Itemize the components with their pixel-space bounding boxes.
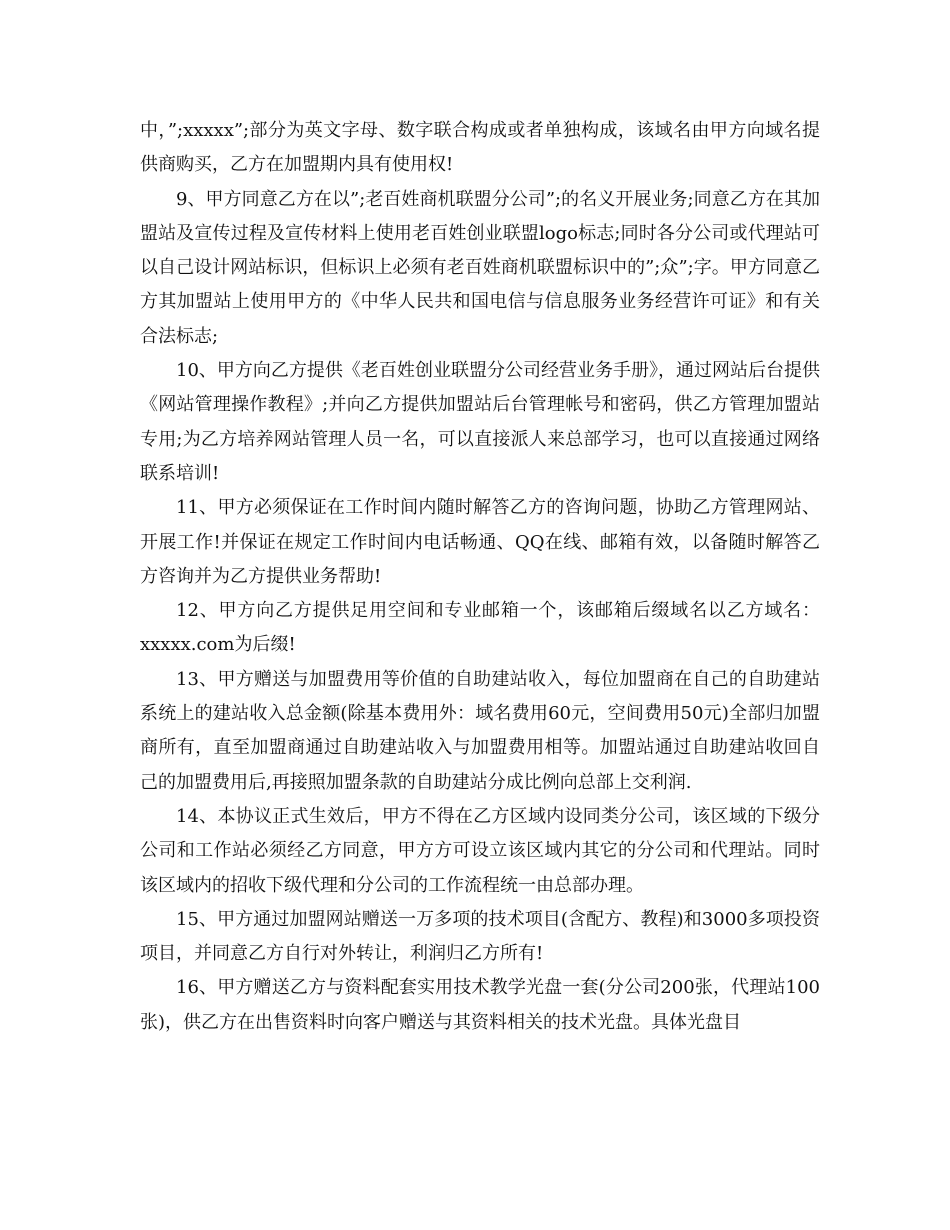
clause-13: 13、甲方赠送与加盟费用等价值的自助建站收入，每位加盟商在自己的自助建站系统上的建站收入总金额(除基本费用外：域名费用60元，空间费用50元)全部归加盟商所有，直至加盟商通过自助建站收入与加盟费用相等。加盟站通过自助建站收回自己的加盟费用后,再接照加盟条款的自助建站分成比例向总部上交利润. <box>140 668 820 793</box>
clause-10: 10、甲方向乙方提供《老百姓创业联盟分公司经营业务手册》，通过网站后台提供《网站管理操作教程》;并向乙方提供加盟站后台管理帐号和密码，供乙方管理加盟站专用;为乙方培养网站管理人员一名，可以直接派人来总部学习，也可以直接通过网络联系培训! <box>140 360 820 484</box>
clause-12: 12、甲方向乙方提供足用空间和专业邮箱一个，该邮箱后缀域名以乙方域名：xxxxx.com为后缀! <box>140 600 820 656</box>
clause-11: 11、甲方必须保证在工作时间内随时解答乙方的咨询问题，协助乙方管理网站、开展工作!并保证在规定工作时间内电话畅通、QQ在线、邮箱有效，以备随时解答乙方咨询并为乙方提供业务帮助! <box>140 497 820 587</box>
paragraph-continuation: 中，”;xxxxx”;部分为英文字母、数字联合构成或者单独构成，该域名由甲方向域名提供商购买，乙方在加盟期内具有使用权! <box>140 120 820 176</box>
clause-9: 9、甲方同意乙方在以”;老百姓商机联盟分公司”;的名义开展业务;同意乙方在其加盟站及宣传过程及宣传材料上使用老百姓创业联盟logo标志;同时各分公司或代理站可以自己设计网站标识，但标识上必须有老百姓商机联盟标识中的”;众”;字。甲方同意乙方其加盟站上使用甲方的《中华人民共和国电信与信息服务业务经营许可证》和有关合法标志; <box>140 188 820 347</box>
document-body <box>140 114 820 1040</box>
clause-15: 15、甲方通过加盟网站赠送一万多项的技术项目(含配方、教程)和3000多项投资项目，并同意乙方自行对外转让，利润归乙方所有! <box>140 908 820 965</box>
clause-14: 14、本协议正式生效后，甲方不得在乙方区域内设同类分公司，该区域的下级分公司和工作站必须经乙方同意，甲方方可设立该区域内其它的分公司和代理站。同时该区域内的招收下级代理和分公司的工作流程统一由总部办理。 <box>140 805 820 896</box>
clause-16: 16、甲方赠送乙方与资料配套实用技术教学光盘一套(分公司200张，代理站100张)，供乙方在出售资料时向客户赠送与其资料相关的技术光盘。具体光盘目 <box>140 977 820 1033</box>
